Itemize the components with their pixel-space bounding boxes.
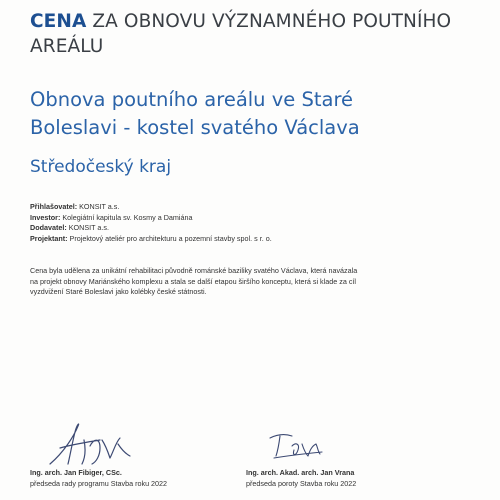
handwritten-signature-left [30,420,140,468]
description-line-2: na projekt obnovy Mariánského komplexu a stala se další etapou širšího konceptu, která si klade za cíl [30,276,357,286]
project-name-line-2: Boleslavi - kostel svatého Václava [30,116,360,139]
handwritten-signature-right [246,420,356,468]
award-title-rest: ZA OBNOVU VÝZNAMNÉHO POUTNÍHO AREÁLU [30,11,452,57]
detail-value: Projektový ateliér pro architekturu a pozemní stavby spol. s r. o. [67,233,272,243]
award-title-strong: CENA [30,11,87,32]
award-description [30,266,450,298]
signatory-role: předseda rady programu Stavba roku 2022 [30,479,168,488]
signature-block-left [30,420,240,488]
detail-row-applicant [30,202,470,213]
detail-label: Dodavatel: [30,223,67,232]
project-name-line-1: Obnova poutního areálu ve Staré [30,88,354,111]
signatory-role: předseda poroty Stavba roku 2022 [246,479,357,488]
detail-label: Projektant: [30,233,68,243]
detail-value: KONSIT a.s. [66,223,109,232]
signatory-name: Ing. arch. Jan Fibiger, CSc. [30,468,122,477]
detail-value: Kolegiátní kapitula sv. Kosmy a Damiána [60,212,193,222]
detail-row-investor [30,213,470,224]
detail-label: Investor: [30,212,61,222]
project-name [30,86,490,142]
signatory-name: Ing. arch. Akad. arch. Jan Vrana [246,468,355,477]
detail-row-designer [30,234,470,245]
signature-block-right [246,420,456,488]
award-title [30,9,480,59]
description-line-3: vyzdvižení Staré Boleslavi jako kolébky české státnosti. [30,287,207,296]
detail-row-supplier [30,223,470,234]
detail-value: KONSIT a.s. [77,202,120,211]
project-details [30,202,470,244]
description-line-1: Cena byla udělena za unikátní rehabilitaci původně románské baziliky svatého Václava, která navázala [30,266,358,275]
project-region: Středočeský kraj [30,157,172,177]
detail-label: Přihlašovatel: [30,202,78,211]
